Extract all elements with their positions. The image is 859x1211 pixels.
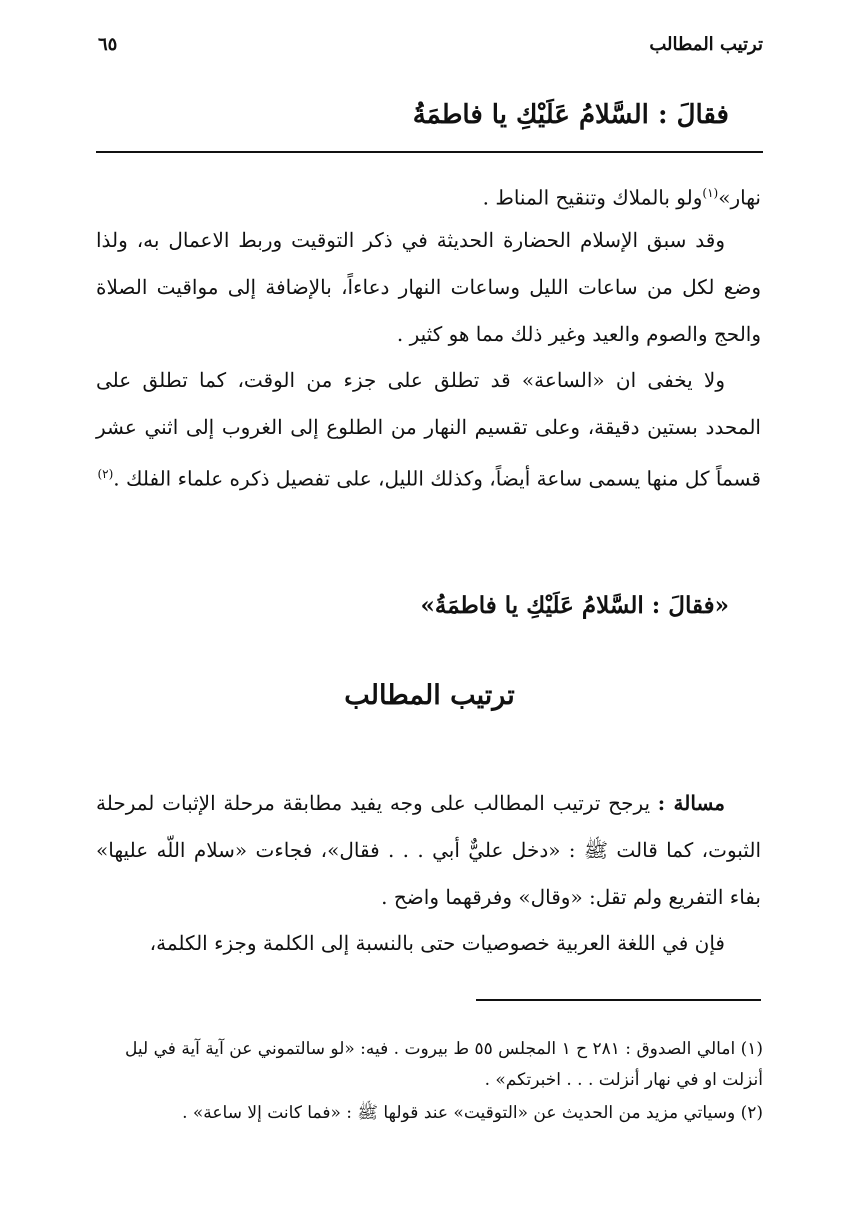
paragraph-lead: نهار» [718,185,761,210]
section-quote: «فقالَ : السَّلامُ عَلَيْكِ يا فاطمَةُ» [420,592,729,619]
paragraph-language: فإن في اللغة العربية خصوصيات حتى بالنسبة إلى الكلمة وجزء الكلمة، [149,931,725,955]
heading-divider [96,151,763,153]
paragraph-hour [96,357,761,503]
footnote-ref-2: (٢) [97,467,114,481]
paragraph-text: يرجح ترتيب المطالب على وجه يفيد مطابقة مرحلة الإثبات لمرحلة الثبوت، كما قالت ﷺ : «دخل عليٌّ أبي . . . فقال»، فجاءت «سلام اللّه عليها» بفاء التفريع ولم تقل: «وقال» وفرقهما واضح . [96,791,761,909]
footnote-divider [476,999,761,1001]
paragraph-continuation [96,170,761,222]
issue-label: مسالة : [657,791,725,815]
footnote-2: (٢) وسياتي مزيد من الحديث عن «التوقيت» عند قولها ﷺ : «فما كانت إلا ساعة» . [182,1103,763,1123]
page-number: ٦٥ [98,34,118,55]
paragraph-text: ولا يخفى ان «الساعة» قد تطلق على جزء من الوقت، كما تطلق على المحدد بستين دقيقة، وعلى تقسيم النهار من الطلوع إلى الغروب إلى اثني عشر قسماً كل منها يسمى ساعة أيضاً، وكذلك الليل، على تفصيل ذكره علماء الفلك . [96,368,761,491]
paragraph-timing: وقد سبق الإسلام الحضارة الحديثة في ذكر التوقيت وربط الاعمال به، ولذا وضع لكل من ساعات الليل وساعات النهار دعاءاً، بالإضافة إلى مواقيت الصلاة والحج والصوم والعيد وغير ذلك مما هو كثير . [96,228,761,346]
paragraph-text: ولو بالملاك وتنقيح المناط . [482,185,703,210]
heading-quote: فقالَ : السَّلامُ عَلَيْكِ يا فاطمَةُ [412,100,729,130]
running-header: ترتيب المطالب [649,34,763,55]
paragraph-issue [96,780,761,921]
section-title: ترتيب المطالب [344,680,515,711]
footnote-ref-1: (١) [702,186,719,200]
footnote-1: (١) امالي الصدوق : ٢٨١ ح ١ المجلس ٥٥ ط بيروت . فيه: «لو سالتموني عن آية آية في ليل أنزلت او في نهار أنزلت . . . اخبرتكم» . [125,1039,763,1090]
